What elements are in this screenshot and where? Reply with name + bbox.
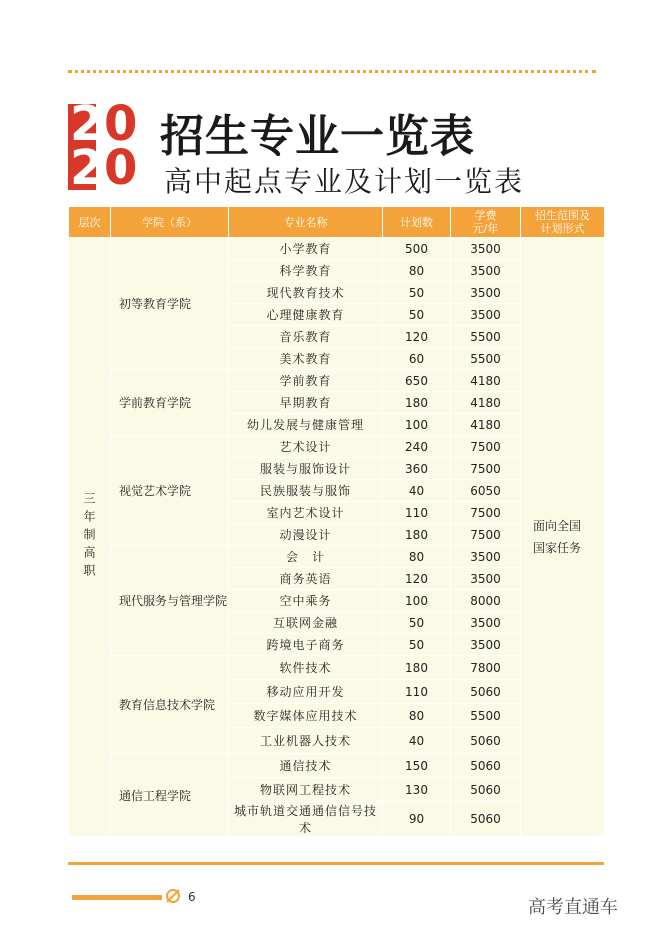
scope-cell (521, 238, 605, 837)
major-cell: 心理健康教育 (229, 304, 383, 326)
watermark-text: 高考直通车 (528, 897, 618, 918)
major-cell: 室内艺术设计 (229, 502, 383, 524)
major-cell: 音乐教育 (229, 326, 383, 348)
year-digit-2: 0 (104, 104, 138, 152)
fee-cell: 8000 (451, 590, 521, 612)
major-cell: 数字媒体应用技术 (229, 704, 383, 728)
quota-cell: 120 (383, 568, 451, 590)
year-logo (68, 104, 138, 190)
fee-cell: 7500 (451, 436, 521, 458)
year-digit-1: 2 (70, 104, 104, 152)
footer-accent-bar (72, 895, 162, 900)
quota-cell: 80 (383, 260, 451, 282)
quota-cell: 650 (383, 370, 451, 392)
quota-cell: 100 (383, 590, 451, 612)
quota-cell: 50 (383, 634, 451, 656)
quota-cell: 50 (383, 282, 451, 304)
quota-cell: 110 (383, 502, 451, 524)
fee-cell: 5500 (451, 348, 521, 370)
quota-cell: 110 (383, 680, 451, 704)
quota-cell: 180 (383, 656, 451, 680)
major-cell: 商务英语 (229, 568, 383, 590)
major-cell: 科学教育 (229, 260, 383, 282)
major-cell: 现代教育技术 (229, 282, 383, 304)
major-cell: 跨境电子商务 (229, 634, 383, 656)
fee-cell: 4180 (451, 370, 521, 392)
fee-cell: 3500 (451, 546, 521, 568)
quota-cell: 50 (383, 304, 451, 326)
college-cell: 学前教育学院 (111, 370, 229, 436)
major-cell: 通信技术 (229, 754, 383, 778)
fee-cell: 7500 (451, 524, 521, 546)
major-cell: 幼儿发展与健康管理 (229, 414, 383, 436)
level-cell: 三年制高职 (69, 238, 111, 837)
quota-cell: 80 (383, 546, 451, 568)
major-cell: 小学教育 (229, 238, 383, 260)
major-cell: 早期教育 (229, 392, 383, 414)
quota-cell: 240 (383, 436, 451, 458)
fee-cell: 4180 (451, 414, 521, 436)
fee-cell: 3500 (451, 260, 521, 282)
major-cell: 互联网金融 (229, 612, 383, 634)
quota-cell: 80 (383, 704, 451, 728)
major-cell: 民族服装与服饰 (229, 480, 383, 502)
page-ornament-icon (164, 887, 182, 905)
major-cell: 学前教育 (229, 370, 383, 392)
major-cell: 软件技术 (229, 656, 383, 680)
table-body (69, 238, 605, 837)
major-cell: 空中乘务 (229, 590, 383, 612)
college-cell: 通信工程学院 (111, 754, 229, 837)
major-cell: 物联网工程技术 (229, 778, 383, 802)
quota-cell: 130 (383, 778, 451, 802)
table-bottom-rule (68, 862, 604, 865)
enrollment-table (68, 206, 605, 837)
fee-cell: 3500 (451, 612, 521, 634)
fee-cell: 3500 (451, 634, 521, 656)
table-row (69, 238, 605, 260)
fee-cell: 5500 (451, 326, 521, 348)
page-subtitle: 高中起点专业及计划一览表 (164, 165, 525, 198)
major-cell: 城市轨道交通通信信号技术 (229, 802, 383, 837)
scope-line1: 面向全国 (533, 519, 582, 533)
fee-cell: 3500 (451, 568, 521, 590)
major-cell: 移动应用开发 (229, 680, 383, 704)
quota-cell: 360 (383, 458, 451, 480)
fee-cell: 5060 (451, 728, 521, 754)
fee-cell: 5060 (451, 778, 521, 802)
quota-cell: 120 (383, 326, 451, 348)
fee-cell: 7800 (451, 656, 521, 680)
header-scope (521, 207, 605, 238)
header-scope-line2: 计划形式 (540, 222, 585, 235)
major-cell: 工业机器人技术 (229, 728, 383, 754)
header-fee (451, 207, 521, 238)
quota-cell: 40 (383, 480, 451, 502)
fee-cell: 7500 (451, 458, 521, 480)
table-header-row (69, 207, 605, 238)
major-cell: 美术教育 (229, 348, 383, 370)
header-fee-line2: 元/年 (472, 222, 499, 235)
fee-cell: 5060 (451, 802, 521, 837)
page-number: 6 (188, 890, 196, 904)
college-cell: 教育信息技术学院 (111, 656, 229, 754)
header-level: 层次 (69, 207, 111, 238)
college-cell: 初等教育学院 (111, 238, 229, 370)
quota-cell: 50 (383, 612, 451, 634)
header-scope-line1: 招生范围及 (535, 209, 590, 222)
major-cell: 艺术设计 (229, 436, 383, 458)
major-cell: 服装与服饰设计 (229, 458, 383, 480)
college-cell: 现代服务与管理学院 (111, 546, 229, 656)
fee-cell: 4180 (451, 392, 521, 414)
major-cell: 会 计 (229, 546, 383, 568)
fee-cell: 5060 (451, 680, 521, 704)
dotted-divider (68, 70, 596, 73)
quota-cell: 150 (383, 754, 451, 778)
fee-cell: 3500 (451, 304, 521, 326)
quota-cell: 60 (383, 348, 451, 370)
quota-cell: 40 (383, 728, 451, 754)
quota-cell: 90 (383, 802, 451, 837)
quota-cell: 500 (383, 238, 451, 260)
quota-cell: 180 (383, 524, 451, 546)
header-college: 学院（系） (111, 207, 229, 238)
header-quota: 计划数 (383, 207, 451, 238)
quota-cell: 100 (383, 414, 451, 436)
header-major: 专业名称 (229, 207, 383, 238)
header-fee-line1: 学费 (474, 209, 497, 222)
page-title: 招生专业一览表 (160, 111, 475, 162)
fee-cell: 3500 (451, 238, 521, 260)
year-digit-4: 0 (104, 140, 138, 190)
fee-cell: 3500 (451, 282, 521, 304)
fee-cell: 7500 (451, 502, 521, 524)
fee-cell: 5500 (451, 704, 521, 728)
major-cell: 动漫设计 (229, 524, 383, 546)
fee-cell: 6050 (451, 480, 521, 502)
scope-line2: 国家任务 (533, 541, 582, 555)
college-cell: 视觉艺术学院 (111, 436, 229, 546)
fee-cell: 5060 (451, 754, 521, 778)
year-digit-3: 2 (70, 140, 104, 190)
quota-cell: 180 (383, 392, 451, 414)
